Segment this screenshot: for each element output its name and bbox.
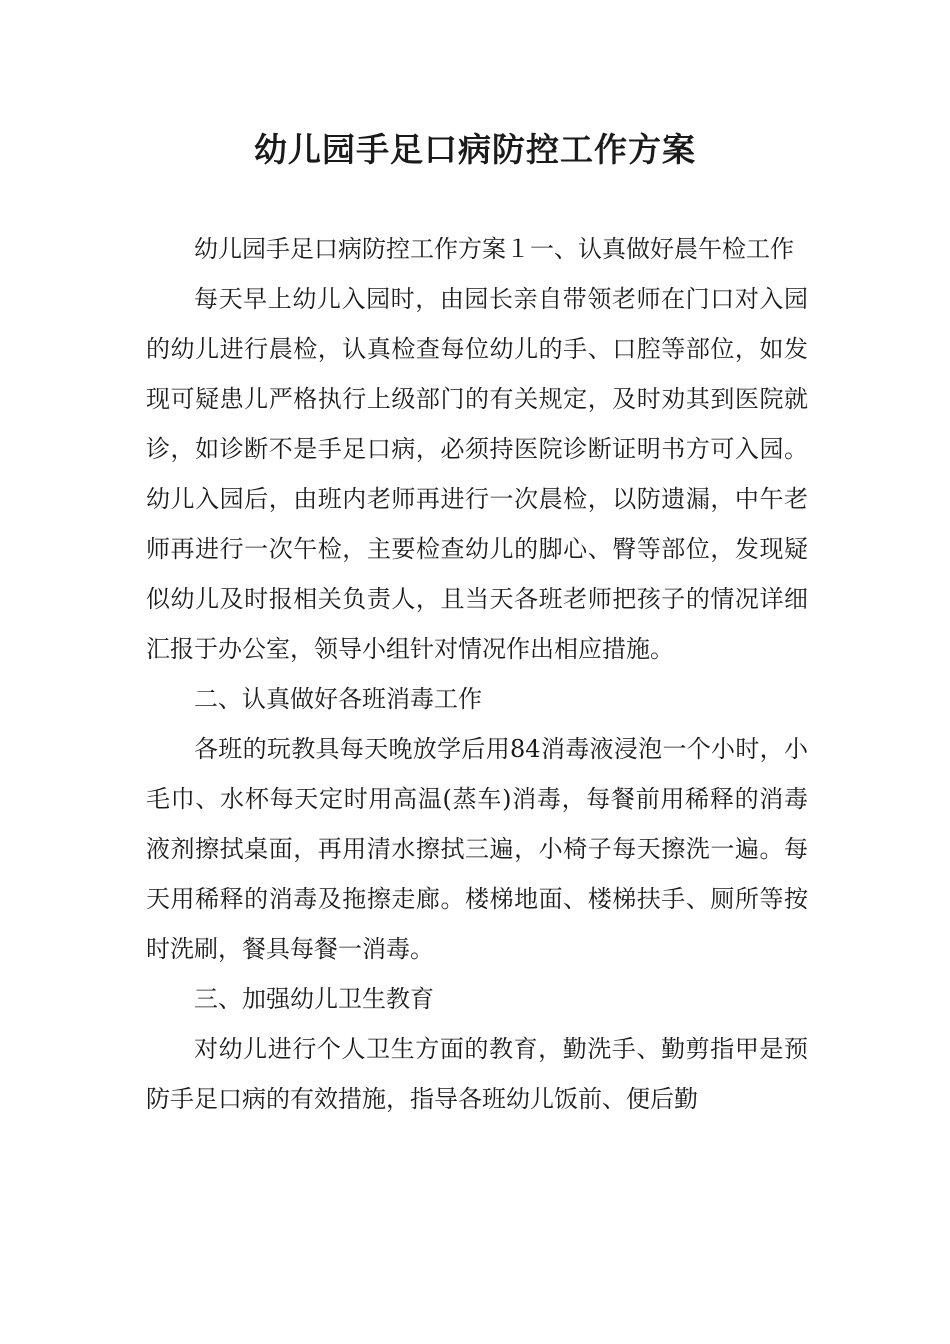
paragraph-hygiene-education: 对幼儿进行个人卫生方面的教育，勤洗手、勤剪指甲是预防手足口病的有效措施，指导各班幼儿饭前、便后勤 <box>146 1035 808 1113</box>
paragraph-morning-check: 每天早上幼儿入园时，由园长亲自带领老师在门口对入园的幼儿进行晨检，认真检查每位幼儿的手、口腔等部位，如发现可疑患儿严格执行上级部门的有关规定，及时劝其到医院就诊，如诊断不是手足口病，必须持医院诊断证明书方可入园。幼儿入园后，由班内老师再进行一次晨检，以防遗漏，中午老师再进行一次午检，主要检查幼儿的脚心、臀等部位，发现疑似幼儿及时报相关负责人，且当天各班老师把孩子的情况详细汇报于办公室，领导小组针对情况作出相应措施。 <box>146 285 808 663</box>
document-body <box>146 224 808 1124</box>
paragraph-intro: 幼儿园手足口病防控工作方案１一、认真做好晨午检工作 <box>194 235 794 263</box>
section-heading-disinfection: 二、认真做好各班消毒工作 <box>194 685 482 713</box>
section-heading-hygiene-education: 三、加强幼儿卫生教育 <box>194 985 434 1013</box>
document-title: 幼儿园手足口病防控工作方案 <box>254 130 696 169</box>
paragraph-disinfection: 各班的玩教具每天晚放学后用84消毒液浸泡一个小时，小毛巾、水杯每天定时用高温(蒸车)消毒，每餐前用稀释的消毒液剂擦拭桌面，再用清水擦拭三遍，小椅子每天擦洗一遍。每天用稀释的消毒及拖擦走廊。楼梯地面、楼梯扶手、厕所等按时洗刷，餐具每餐一消毒。 <box>146 735 808 963</box>
